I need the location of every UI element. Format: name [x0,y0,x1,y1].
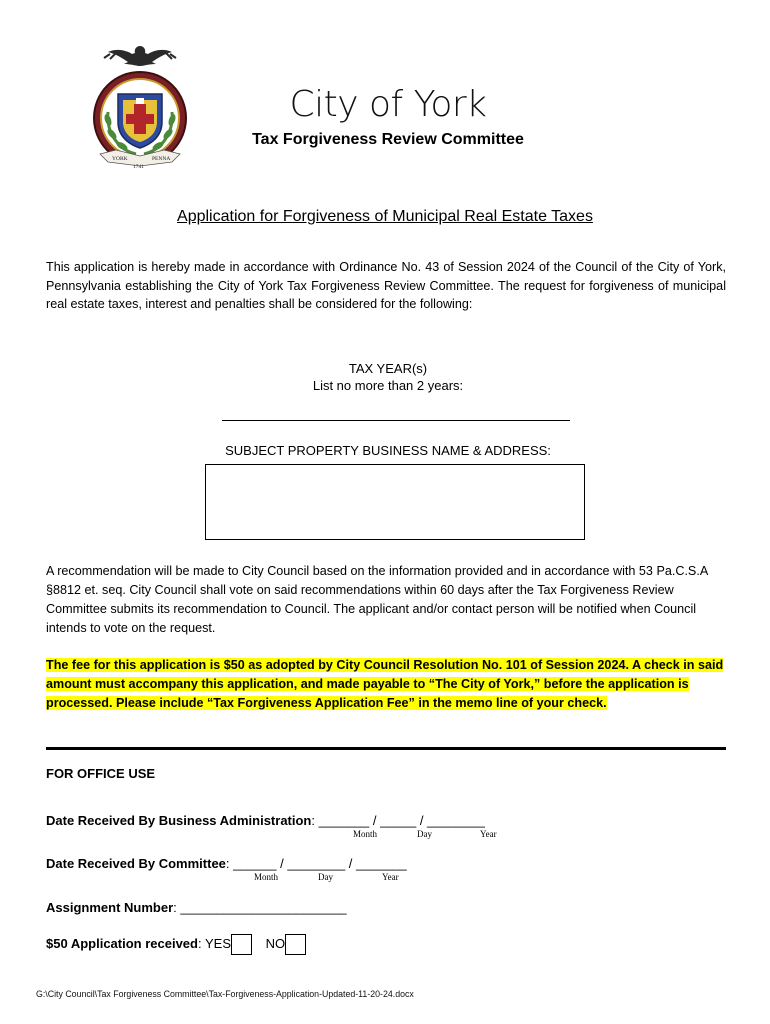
colon: : [197,935,202,951]
no-checkbox[interactable] [285,934,306,955]
yes-label: YES [205,935,232,951]
subject-property-label: SUBJECT PROPERTY BUSINESS NAME & ADDRESS: [225,443,551,458]
section-divider [46,747,726,750]
year-caption: Year [480,829,497,839]
fee-notice-highlight: The fee for this application is $50 as adopted by City Council Resolution No. 101 of Session 2024. A check in said amount must accompany this application, and made payable to “The City of York,” before the application is processed. Please include “Tax Forgiveness Application Fee” in the memo line of your check. [46,658,724,710]
tax-year-label: TAX YEAR(s) [348,361,428,376]
tax-year-input-line[interactable] [222,420,570,421]
tax-year-hint: List no more than 2 years: [312,378,464,393]
office-use-heading: FOR OFFICE USE [46,766,156,781]
footer-file-path: G:\City Council\Tax Forgiveness Committee\Tax-Forgiveness-Application-Updated-11-20-24.docx [36,989,414,999]
date-business-blanks[interactable]: _______ / _____ / ________ [315,813,485,828]
date-business-label: Date Received By Business Administration [46,813,312,828]
day-caption: Day [318,872,333,882]
fee-notice [46,656,736,713]
colon: : [225,856,230,871]
seal-text-year: 1741 [133,164,144,170]
yes-checkbox[interactable] [231,934,252,955]
application-title: Application for Forgiveness of Municipal Real Estate Taxes [177,208,593,225]
colon: : [311,813,316,828]
colon: : [173,900,177,915]
no-label: NO [265,935,286,951]
recommendation-paragraph: A recommendation will be made to City Council based on the information provided and in accordance with 53 Pa.C.S.A §8812 et. seq. City Council shall vote on said recommendations within 60 days after the Tax Forgiveness Review Committee submits its recommendation to Council. The applicant and/or contact person will be notified when Council intends to vote on the request. [46,564,708,635]
year-caption: Year [382,872,399,882]
eagle-crest-icon [104,46,176,66]
fee-received-label: $50 Application received [46,935,198,951]
month-caption: Month [254,872,279,882]
intro-paragraph: This application is hereby made in accordance with Ordinance No. 43 of Session 2024 of the Council of the City of York, Pennsylvania establishing the City of York Tax Forgiveness Review Committee. The request for forgiveness of municipal real estate taxes, interest and penalties shall be considered for the following: [46,260,726,312]
city-title: City of York [289,84,487,125]
assignment-row [46,899,347,916]
assignment-label: Assignment Number [46,900,174,915]
date-committee-label: Date Received By Committee [46,856,226,871]
day-caption: Day [417,829,432,839]
subject-property-address-box[interactable] [205,464,585,540]
seal-text-york: YORK [112,156,128,162]
date-committee-blanks[interactable]: ______ / ________ / _______ [229,856,407,871]
date-committee-row [46,855,407,872]
month-caption: Month [353,829,378,839]
date-business-row [46,812,485,829]
seal-text-penna: PENNA [152,156,171,162]
assignment-blank[interactable]: _______________________ [176,900,347,915]
committee-title: Tax Forgiveness Review Committee [252,131,524,148]
fee-received-row [46,934,306,955]
